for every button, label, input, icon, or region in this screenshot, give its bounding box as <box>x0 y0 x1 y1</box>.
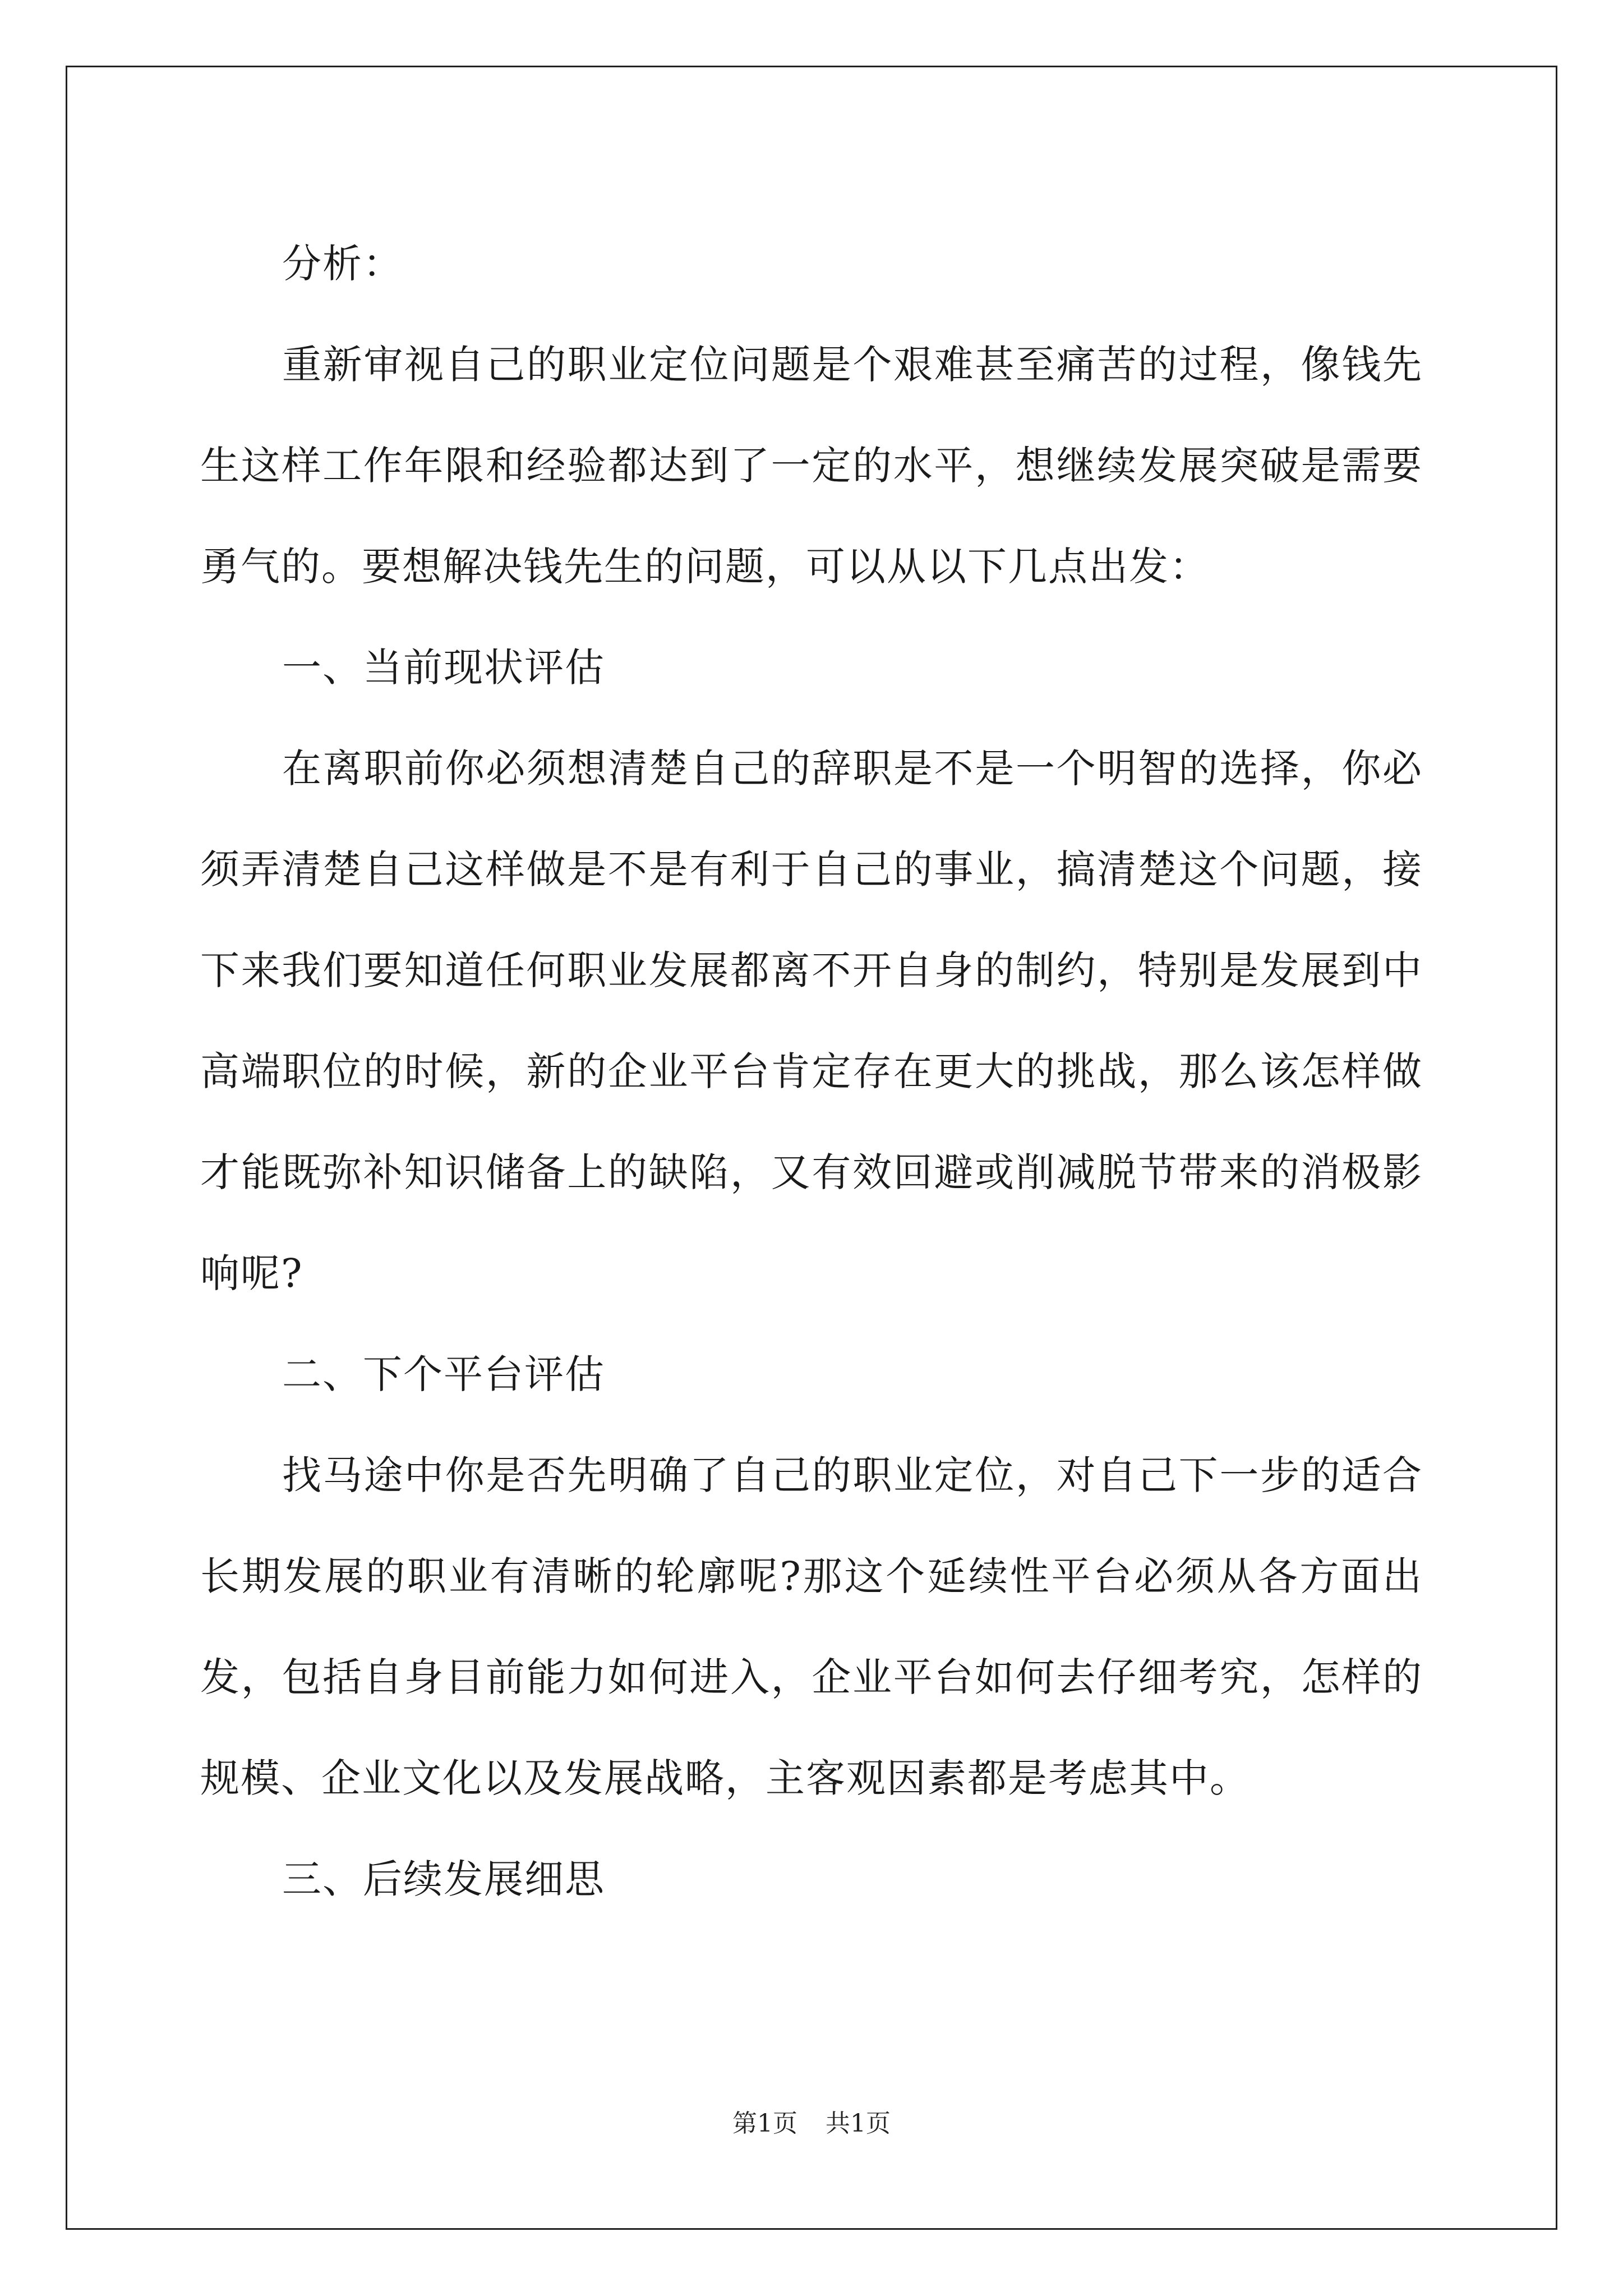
document-body <box>200 213 1423 1930</box>
page-footer <box>0 2107 1623 2141</box>
analysis-heading: 分析： <box>282 241 403 287</box>
current-status-paragraph: 在离职前你必须想清楚自己的辞职是不是一个明智的选择，你必须弄清楚自己这样做是不是有利于自己的事业，搞清楚这个问题，接下来我们要知道任何职业发展都离不开自身的制约，特别是发展到中高端职位的时候，新的企业平台肯定存在更大的挑战，那么该怎样做才能既弥补知识储备上的缺陷，又有效回避或削减脱节带来的消极影响呢? <box>200 746 1423 1296</box>
section-heading-next-platform: 二、下个平台评估 <box>282 1351 605 1397</box>
intro-paragraph: 重新审视自己的职业定位问题是个艰难甚至痛苦的过程，像钱先生这样工作年限和经验都达到了一定的水平，想继续发展突破是需要勇气的。要想解决钱先生的问题，可以从以下几点出发： <box>200 342 1423 590</box>
page-total: 共1页 <box>826 2109 891 2138</box>
section-heading-current-status: 一、当前现状评估 <box>282 645 605 691</box>
page-number: 第1页 <box>732 2109 797 2138</box>
next-platform-paragraph: 找马途中你是否先明确了自己的职业定位，对自己下一步的适合长期发展的职业有清晰的轮廓呢?那这个延续性平台必须从各方面出发，包括自身目前能力如何进入，企业平台如何去仔细考究，怎样的规模、企业文化以及发展战略，主客观因素都是考虑其中。 <box>200 1452 1423 1801</box>
section-heading-follow-up: 三、后续发展细思 <box>282 1856 605 1902</box>
